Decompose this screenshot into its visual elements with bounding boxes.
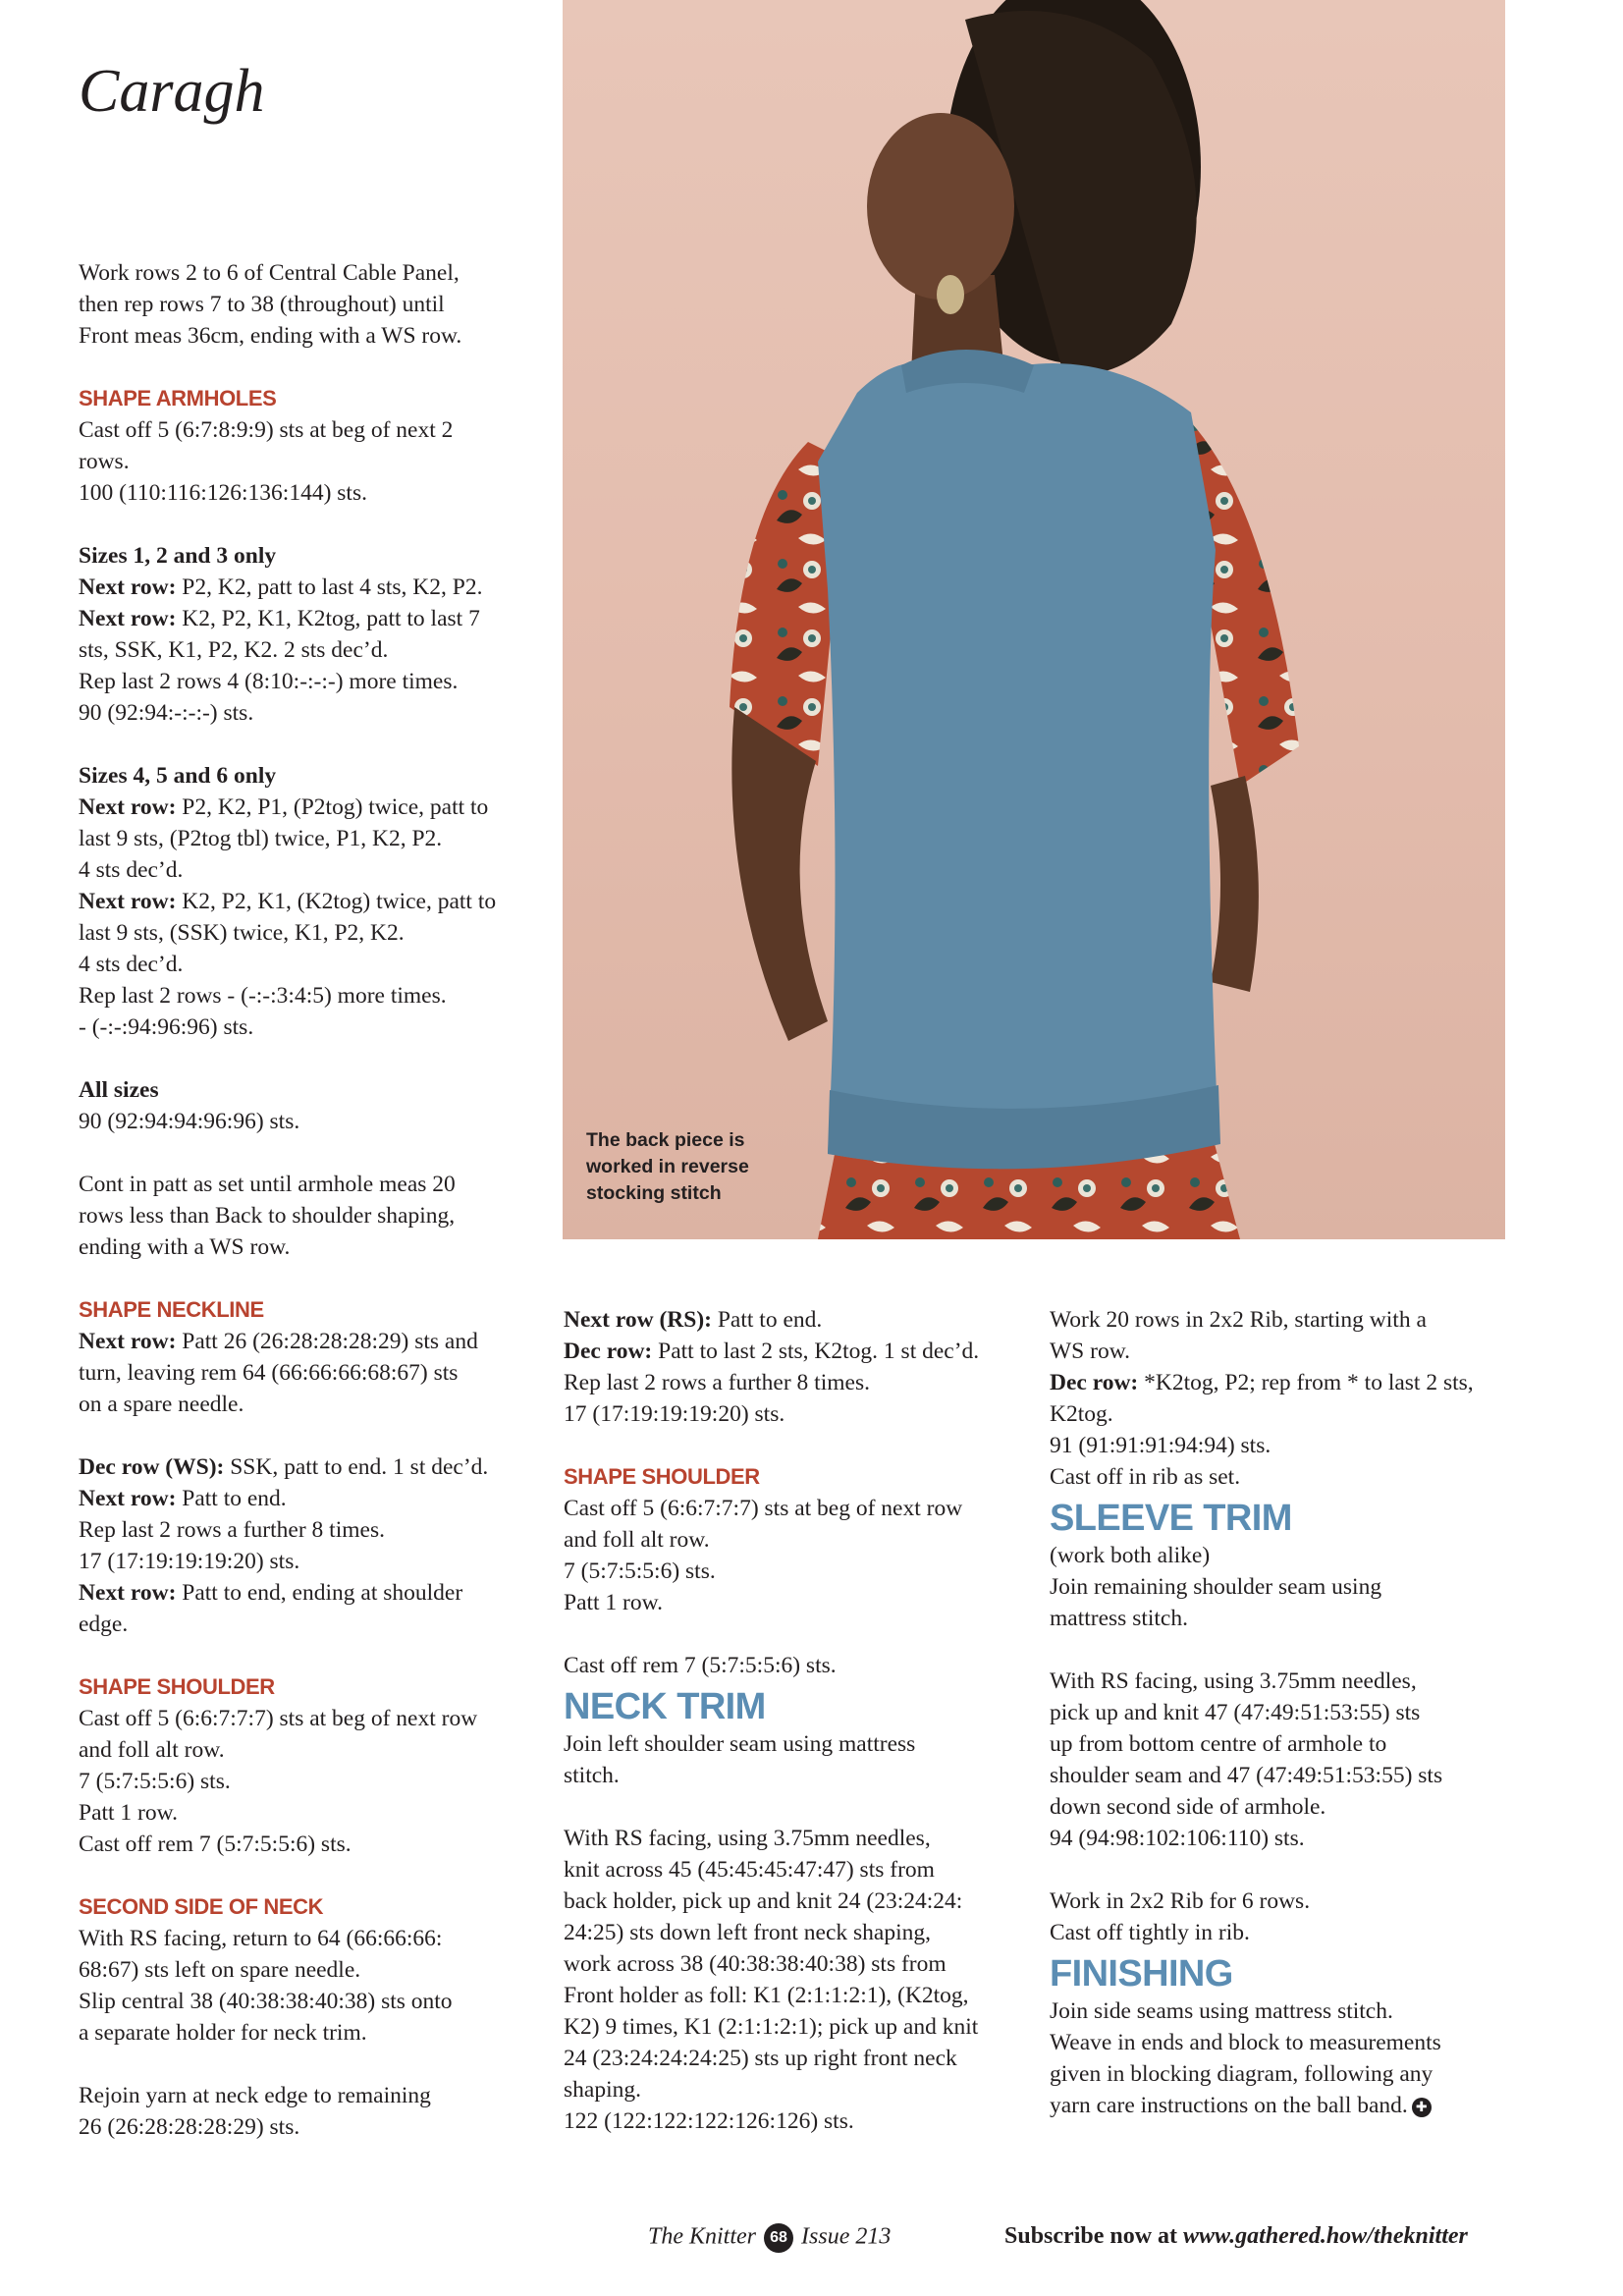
issue-number: Issue 213 bbox=[801, 2223, 892, 2250]
text-line: up from bottom centre of armhole to bbox=[1050, 1731, 1387, 1757]
text-line: 4 sts dec’d. bbox=[79, 952, 184, 977]
pattern-column-3 bbox=[1050, 1304, 1511, 2121]
finishing-heading: FINISHING bbox=[1050, 1953, 1233, 1995]
vest-shape bbox=[818, 362, 1218, 1168]
text-line: back holder, pick up and knit 24 (23:24:24: bbox=[564, 1888, 963, 1914]
text-line: 17 (17:19:19:19:20) sts. bbox=[79, 1549, 300, 1574]
sleeve-trim-instructions bbox=[1050, 1666, 1511, 1854]
text-line: K2) 9 times, K1 (2:1:1:2:1); pick up and knit bbox=[564, 2014, 979, 2040]
text-line: ending with a WS row. bbox=[79, 1234, 291, 1260]
row-text: K2, P2, K1, K2tog, patt to last 7 bbox=[182, 606, 480, 631]
sleeve-trim-heading: SLEEVE TRIM bbox=[1050, 1498, 1292, 1539]
row-label: Next row: bbox=[79, 1486, 177, 1511]
text-line: rows. bbox=[79, 449, 130, 474]
neck-trim-instructions bbox=[564, 1823, 1015, 2137]
text-line: and foll alt row. bbox=[79, 1737, 225, 1763]
neck-trim-intro bbox=[564, 1728, 1015, 1791]
text-line: 26 (26:28:28:28:29) sts. bbox=[79, 2114, 300, 2140]
section-heading: SHAPE ARMHOLES bbox=[79, 386, 277, 410]
row-label: Next row: bbox=[79, 794, 177, 820]
caption-line: stocking stitch bbox=[586, 1182, 722, 1204]
pattern-column-2 bbox=[564, 1304, 1015, 2137]
text-line: 100 (110:116:126:136:144) sts. bbox=[79, 480, 367, 506]
text-line: Front meas 36cm, ending with a WS row. bbox=[79, 323, 462, 349]
text-line: knit across 45 (45:45:45:47:47) sts from bbox=[564, 1857, 935, 1883]
text-line: sts, SSK, K1, P2, K2. 2 sts dec’d. bbox=[79, 637, 389, 663]
subheading: Sizes 1, 2 and 3 only bbox=[79, 543, 277, 569]
text-line: Cast off rem 7 (5:7:5:5:6) sts. bbox=[564, 1653, 837, 1678]
text-line: 68:67) sts left on spare needle. bbox=[79, 1957, 361, 1983]
text-line: turn, leaving rem 64 (66:66:66:68:67) sts bbox=[79, 1360, 459, 1386]
row-label: Dec row: bbox=[1050, 1370, 1139, 1395]
text-line: Rep last 2 rows 4 (8:10:-:-:-) more times. bbox=[79, 669, 459, 694]
intro-paragraph bbox=[79, 257, 530, 352]
text-line: - (-:-:94:96:96) sts. bbox=[79, 1014, 254, 1040]
sizes-1-2-3-section bbox=[79, 540, 530, 729]
text-line: Rep last 2 rows - (-:-:3:4:5) more times. bbox=[79, 983, 447, 1009]
text-line: Cast off rem 7 (5:7:5:5:6) sts. bbox=[79, 1831, 352, 1857]
text-line: Slip central 38 (40:38:38:40:38) sts onto bbox=[79, 1989, 453, 2014]
text-line: Cast off 5 (6:6:7:7:7) sts at beg of next row bbox=[79, 1706, 478, 1731]
text-line: shoulder seam and 47 (47:49:51:53:55) sts bbox=[1050, 1763, 1443, 1788]
text-line: last 9 sts, (SSK) twice, K1, P2, K2. bbox=[79, 920, 405, 946]
text-line: rows less than Back to shoulder shaping, bbox=[79, 1203, 456, 1229]
second-side-of-neck-section bbox=[79, 1891, 530, 2049]
page-title: Caragh bbox=[79, 58, 265, 125]
text-line: With RS facing, return to 64 (66:66:66: bbox=[79, 1926, 443, 1951]
row-label: Next row: bbox=[79, 1580, 177, 1606]
sizes-4-5-6-section bbox=[79, 760, 530, 1043]
text-line: stitch. bbox=[564, 1763, 620, 1788]
text-line: Patt 1 row. bbox=[564, 1590, 663, 1615]
text-line: shaping. bbox=[564, 2077, 641, 2103]
rib-section bbox=[1050, 1304, 1511, 1493]
subscribe-link[interactable]: www.gathered.how/theknitter bbox=[1183, 2223, 1468, 2249]
neckline-dec-section bbox=[79, 1451, 530, 1640]
shape-armholes-section bbox=[79, 383, 530, 509]
sleeve-rib-paragraph bbox=[1050, 1886, 1511, 1948]
sleeve-trim-intro bbox=[1050, 1540, 1511, 1634]
text-line: and foll alt row. bbox=[564, 1527, 710, 1553]
text-line: K2tog. bbox=[1050, 1401, 1113, 1427]
text-line: Join left shoulder seam using mattress bbox=[564, 1731, 916, 1757]
magazine-name: The Knitter bbox=[648, 2223, 757, 2250]
section-heading: SHAPE NECKLINE bbox=[79, 1297, 264, 1322]
earring-shape bbox=[937, 275, 964, 314]
face-shape bbox=[867, 113, 1014, 300]
row-label: Dec row (WS): bbox=[79, 1454, 225, 1480]
text-line: Cast off in rib as set. bbox=[1050, 1464, 1241, 1490]
text-line: Front holder as foll: K1 (2:1:1:2:1), (K2tog, bbox=[564, 1983, 969, 2008]
neck-trim-heading: NECK TRIM bbox=[564, 1686, 766, 1727]
text-line: Cast off 5 (6:6:7:7:7) sts at beg of next row bbox=[564, 1496, 963, 1521]
text-line: Rep last 2 rows a further 8 times. bbox=[79, 1517, 385, 1543]
model-photo bbox=[563, 0, 1505, 1239]
section-heading: SECOND SIDE OF NECK bbox=[79, 1894, 324, 1919]
row-text: SSK, patt to end. 1 st dec’d. bbox=[230, 1454, 489, 1480]
text-line: edge. bbox=[79, 1612, 129, 1637]
text-line: 91 (91:91:91:94:94) sts. bbox=[1050, 1433, 1271, 1458]
subheading: All sizes bbox=[79, 1077, 159, 1103]
row-text: Patt 26 (26:28:28:28:29) sts and bbox=[182, 1329, 478, 1354]
row-text: K2, P2, K1, (K2tog) twice, patt to bbox=[182, 889, 497, 914]
text-line: yarn care instructions on the ball band. bbox=[1050, 2093, 1408, 2118]
caption-line: The back piece is bbox=[586, 1129, 745, 1151]
finishing-instructions bbox=[1050, 1995, 1511, 2121]
text-line: Patt 1 row. bbox=[79, 1800, 178, 1826]
footer-subscribe bbox=[1004, 2223, 1468, 2250]
end-of-pattern-icon: ✚ bbox=[1412, 2098, 1432, 2117]
row-label: Next row (RS): bbox=[564, 1307, 712, 1333]
section-heading: SHAPE SHOULDER bbox=[564, 1464, 760, 1489]
text-line: down second side of armhole. bbox=[1050, 1794, 1326, 1820]
row-label: Next row: bbox=[79, 606, 177, 631]
row-label: Next row: bbox=[79, 574, 177, 600]
text-line: mattress stitch. bbox=[1050, 1606, 1188, 1631]
text-line: 24 (23:24:24:24:25) sts up right front neck bbox=[564, 2046, 957, 2071]
row-label: Next row: bbox=[79, 889, 177, 914]
page-number: 68 bbox=[764, 2223, 793, 2253]
text-line: work across 38 (40:38:38:40:38) sts from bbox=[564, 1951, 947, 1977]
row-text: Patt to end, ending at shoulder bbox=[182, 1580, 463, 1606]
text-line: 122 (122:122:122:126:126) sts. bbox=[564, 2108, 854, 2134]
text-line: Join side seams using mattress stitch. bbox=[1050, 1998, 1393, 2024]
text-line: Rejoin yarn at neck edge to remaining bbox=[79, 2083, 431, 2108]
row-text: P2, K2, patt to last 4 sts, K2, P2. bbox=[182, 574, 483, 600]
text-line: Join remaining shoulder seam using bbox=[1050, 1574, 1382, 1600]
subscribe-text: Subscribe now at bbox=[1004, 2223, 1178, 2249]
text-line: 94 (94:98:102:106:110) sts. bbox=[1050, 1826, 1305, 1851]
text-line: 24:25) sts down left front neck shaping, bbox=[564, 1920, 931, 1945]
text-line: Cont in patt as set until armhole meas 20 bbox=[79, 1172, 456, 1197]
text-line: Rep last 2 rows a further 8 times. bbox=[564, 1370, 870, 1395]
text-line: (work both alike) bbox=[1050, 1543, 1211, 1568]
text-line: last 9 sts, (P2tog tbl) twice, P1, K2, P2. bbox=[79, 826, 443, 851]
shape-shoulder-section bbox=[79, 1671, 530, 1860]
text-line: pick up and knit 47 (47:49:51:53:55) sts bbox=[1050, 1700, 1421, 1725]
cast-off-paragraph bbox=[564, 1650, 1015, 1681]
text-line: given in blocking diagram, following any bbox=[1050, 2061, 1434, 2087]
text-line: 90 (92:94:-:-:-) sts. bbox=[79, 700, 254, 726]
row-text: *K2tog, P2; rep from * to last 2 sts, bbox=[1144, 1370, 1474, 1395]
shape-neckline-section bbox=[79, 1294, 530, 1420]
footer-magazine bbox=[648, 2223, 891, 2253]
row-label: Dec row: bbox=[564, 1339, 653, 1364]
text-line: Cast off tightly in rib. bbox=[1050, 1920, 1250, 1945]
text-line: on a spare needle. bbox=[79, 1392, 244, 1417]
pattern-column-1 bbox=[79, 257, 530, 2143]
text-line: Work rows 2 to 6 of Central Cable Panel, bbox=[79, 260, 460, 286]
text-line: Work 20 rows in 2x2 Rib, starting with a bbox=[1050, 1307, 1427, 1333]
text-line: Work in 2x2 Rib for 6 rows. bbox=[1050, 1888, 1311, 1914]
text-line: a separate holder for neck trim. bbox=[79, 2020, 367, 2046]
continue-paragraph bbox=[79, 1169, 530, 1263]
row-text: Patt to last 2 sts, K2tog. 1 st dec’d. bbox=[658, 1339, 980, 1364]
row-text: Patt to end. bbox=[717, 1307, 823, 1333]
text-line: 7 (5:7:5:5:6) sts. bbox=[79, 1769, 231, 1794]
row-label: Next row: bbox=[79, 1329, 177, 1354]
shape-shoulder-section-2 bbox=[564, 1461, 1015, 1618]
text-line: With RS facing, using 3.75mm needles, bbox=[1050, 1668, 1417, 1694]
row-text: P2, K2, P1, (P2tog) twice, patt to bbox=[182, 794, 489, 820]
text-line: Weave in ends and block to measurements bbox=[1050, 2030, 1441, 2055]
caption-line: worked in reverse bbox=[586, 1156, 749, 1177]
subheading: Sizes 4, 5 and 6 only bbox=[79, 763, 277, 789]
rejoin-paragraph bbox=[79, 2080, 530, 2143]
photo-caption bbox=[586, 1127, 783, 1207]
text-line: Cast off 5 (6:7:8:9:9) sts at beg of next 2 bbox=[79, 417, 454, 443]
text-line: then rep rows 7 to 38 (throughout) until bbox=[79, 292, 445, 317]
text-line: 17 (17:19:19:19:20) sts. bbox=[564, 1401, 785, 1427]
text-line: 90 (92:94:94:96:96) sts. bbox=[79, 1109, 300, 1134]
back-continuation-section bbox=[564, 1304, 1015, 1430]
section-heading: SHAPE SHOULDER bbox=[79, 1674, 275, 1699]
text-line: 7 (5:7:5:5:6) sts. bbox=[564, 1558, 716, 1584]
text-line: 4 sts dec’d. bbox=[79, 857, 184, 883]
text-line: With RS facing, using 3.75mm needles, bbox=[564, 1826, 931, 1851]
text-line: WS row. bbox=[1050, 1339, 1131, 1364]
all-sizes-section bbox=[79, 1074, 530, 1137]
row-text: Patt to end. bbox=[182, 1486, 287, 1511]
